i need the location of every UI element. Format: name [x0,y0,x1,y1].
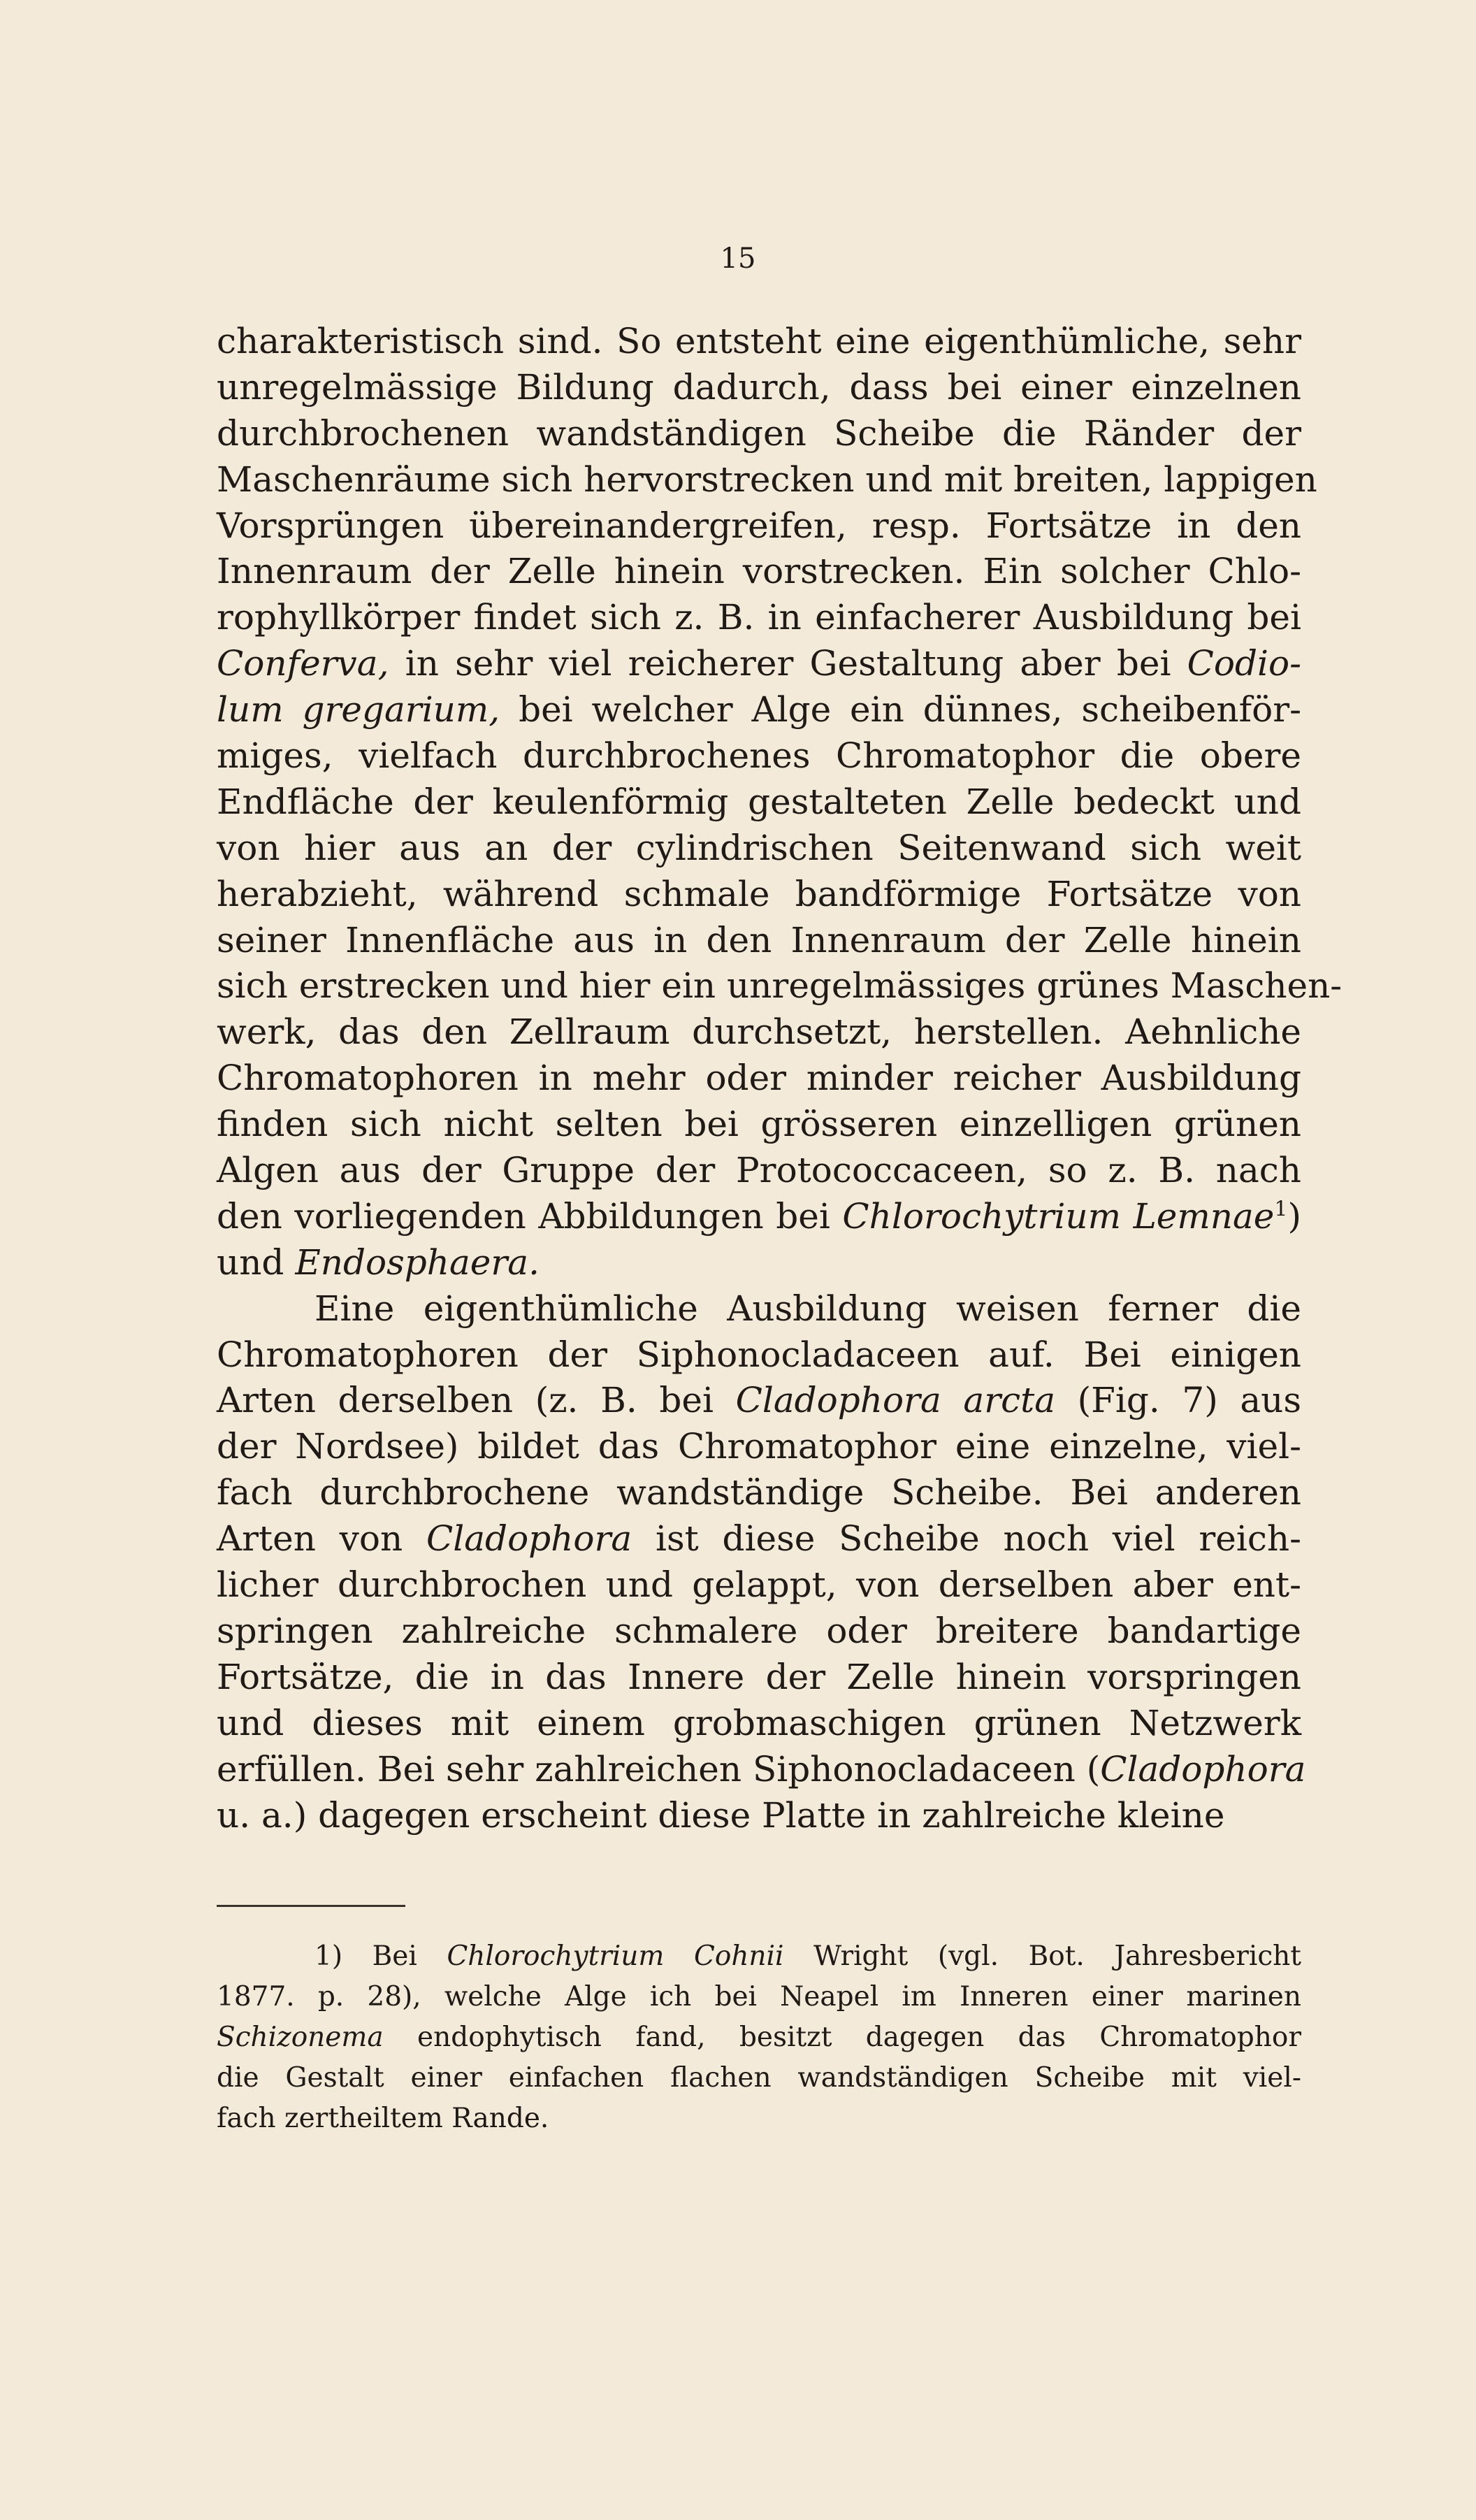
text-run: von hier aus an der cylindrischen Seitenwand sich weit [217,827,1301,868]
text-line [217,1747,1306,1793]
text-run: Arten derselben (z. B. bei [217,1380,736,1421]
text-run: die Gestalt einer einfachen flachen wandständigen Scheibe mit viel- [217,2062,1301,2094]
text-line [217,733,1301,779]
text-run: ) [1287,1195,1301,1237]
footnote-line [217,2098,1301,2139]
text-line [217,1194,1301,1240]
text-line [217,1562,1301,1608]
text-run: und [217,1241,296,1283]
footnote-marker: 1 [1274,1197,1288,1222]
text-run: durchbrochenen wandständigen Scheibe die Ränder der [217,412,1301,454]
text-run: (Fig. 7) aus [1055,1380,1302,1421]
text-run: Wright (vgl. Bot. Jahresbericht [783,1941,1301,1972]
text-run: Innenraum der Zelle hinein vorstrecken. Ein solcher Chlo- [217,551,1301,592]
text-line [217,1424,1301,1470]
text-run: werk, das den Zellraum durchsetzt, herstellen. Aehnliche [217,1011,1301,1053]
text-run: unregelmässige Bildung dadurch, dass bei einer einzelnen [217,366,1301,408]
text-run: seiner Innenfläche aus in den Innenraum der Zelle hinein [217,919,1301,960]
text-line [217,687,1301,733]
text-line [217,1378,1301,1424]
text-run: Eine eigenthümliche Ausbildung weisen ferner die [314,1288,1301,1329]
text-run: bei welcher Alge ein dünnes, scheibenför- [500,689,1301,730]
text-line [217,457,1317,503]
text-run: Maschenräume sich hervorstrecken und mit breiten, lappigen [217,459,1317,500]
text-line [217,549,1301,595]
text-line [217,963,1343,1009]
text-run: Chromatophoren in mehr oder minder reicher Ausbildung [217,1058,1301,1099]
text-line [217,1608,1301,1655]
text-line [217,1470,1301,1516]
text-line [217,641,1301,687]
text-run: den vorliegenden Abbildungen bei [217,1195,843,1237]
text-run: Chromatophoren der Siphonocladaceen auf. Bei einigen [217,1334,1301,1375]
text-line [217,1148,1301,1194]
text-line [217,1701,1301,1747]
italic-text: Schizonema [217,2022,384,2053]
italic-text: Chlorochytrium Lemnae [842,1195,1275,1237]
text-line [217,826,1301,872]
footnote-separator [217,1905,405,1907]
text-run: fach durchbrochene wandständige Scheibe. Bei anderen [217,1472,1301,1513]
page-number: 15 [720,243,756,275]
text-run: Vorsprüngen übereinandergreifen, resp. Fortsätze in den [217,505,1301,546]
text-run: ist diese Scheibe noch viel reich- [632,1518,1301,1560]
text-run: u. a.) dagegen erscheint diese Platte in zahlreiche kleine [217,1794,1225,1836]
text-run: Algen aus der Gruppe der Protococcaceen, so z. B. nach [217,1150,1301,1191]
text-run: endophytisch fand, besitzt dagegen das Chromatophor [383,2022,1301,2053]
text-run: miges, vielfach durchbrochenes Chromatophor die obere [217,735,1301,777]
footnote-line [217,1936,1301,1977]
text-run: und dieses mit einem grobmaschigen grünen Netzwerk [217,1702,1301,1743]
italic-text: Codio- [1187,643,1301,684]
text-line [217,872,1301,918]
text-line [217,1286,1301,1332]
text-run: licher durchbrochen und gelappt, von derselben aber ent- [217,1564,1301,1606]
footnote-line [217,2058,1301,2098]
text-run: charakteristisch sind. So entsteht eine eigenthümliche, sehr [217,321,1301,361]
text-run: herabzieht, während schmale bandförmige Fortsätze von [217,873,1301,914]
text-line [217,918,1301,964]
text-line [217,1793,1301,1839]
text-run: finden sich nicht selten bei grösseren einzelligen grünen [217,1104,1301,1145]
text-line [217,1240,1301,1286]
main-text [217,319,1343,1838]
text-run: sich erstrecken und hier ein unregelmässiges grünes Maschen- [217,965,1343,1007]
text-run: rophyllkörper findet sich z. B. in einfacherer Ausbildung bei [217,597,1301,638]
text-line [217,411,1301,457]
text-run: erfüllen. Bei sehr zahlreichen Siphonocladaceen ( [217,1748,1101,1790]
italic-text: lum gregarium, [217,689,500,730]
text-run: 1877. p. 28), welche Alge ich bei Neapel im Inneren einer marinen [217,1981,1301,2013]
text-line [217,1056,1301,1102]
italic-text: Cladophora [426,1518,632,1560]
text-line [217,503,1301,549]
text-run: der Nordsee) bildet das Chromatophor eine einzelne, viel- [217,1426,1301,1467]
italic-text: Endosphaera. [295,1241,540,1283]
text-run: fach zertheiltem Rande. [217,2103,549,2134]
text-line [217,595,1301,641]
text-line [217,1516,1301,1562]
text-run: in sehr viel reicherer Gestaltung aber bei [389,643,1187,684]
text-line [217,779,1301,826]
italic-text: Cladophora arcta [735,1380,1056,1421]
text-run: Arten von [217,1518,426,1560]
text-line [217,319,1301,365]
text-line [217,1332,1301,1378]
text-run: 1) Bei [314,1941,447,1972]
text-line [217,1102,1301,1148]
footnote [217,1936,1301,2139]
italic-text: Chlorochytrium Cohnii [447,1941,784,1972]
italic-text: Cladophora [1100,1748,1306,1790]
text-line [217,1009,1301,1056]
footnote-line [217,1977,1301,2017]
text-line [217,1655,1301,1701]
text-run: Endfläche der keulenförmig gestalteten Zelle bedeckt und [217,781,1301,822]
text-line [217,365,1301,411]
footnote-line [217,2017,1301,2058]
text-run: Fortsätze, die in das Innere der Zelle hinein vorspringen [217,1656,1301,1697]
italic-text: Conferva, [217,643,389,684]
text-run: springen zahlreiche schmalere oder breitere bandartige [217,1610,1301,1651]
